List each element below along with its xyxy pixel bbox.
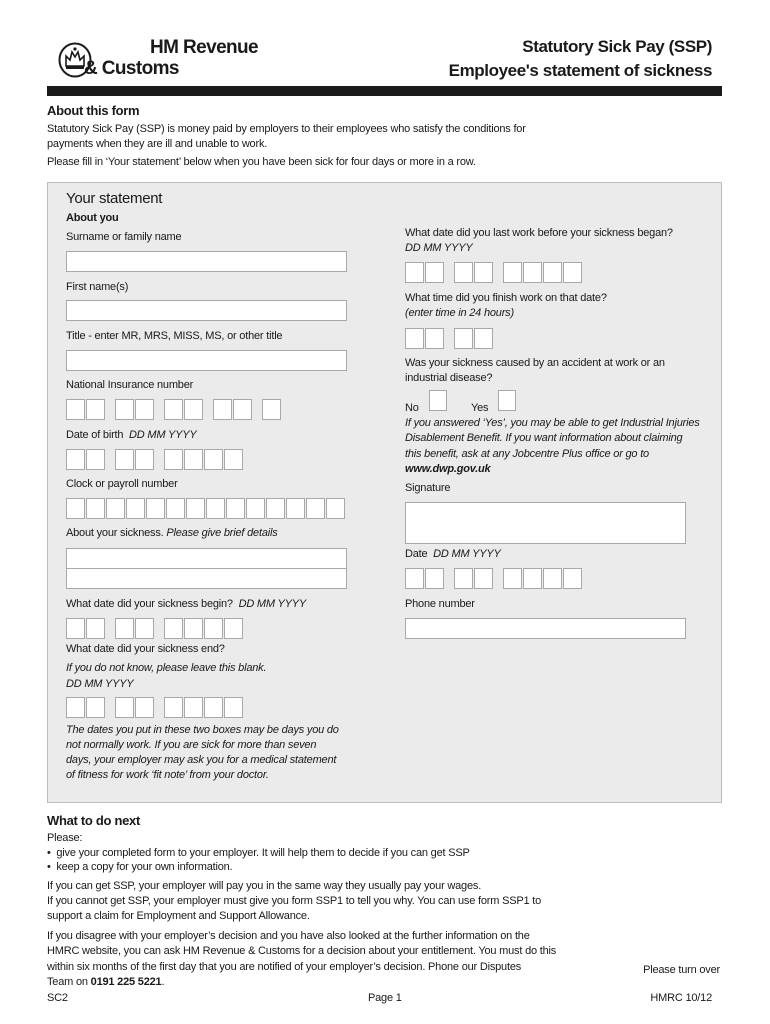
date-format-hint: DD MM YYYY bbox=[66, 678, 134, 690]
dates-note: not normally work. If you are sick for more than seven bbox=[66, 739, 317, 751]
character-box[interactable] bbox=[425, 568, 444, 589]
ni-label: National Insurance number bbox=[66, 379, 194, 391]
form-code: SC2 bbox=[47, 992, 68, 1004]
character-box[interactable] bbox=[224, 618, 243, 639]
date-label bbox=[405, 547, 501, 561]
iidb-note: Disablement Benefit. If you want information about claiming bbox=[405, 432, 683, 444]
please-text: Please: bbox=[47, 832, 83, 844]
character-box[interactable] bbox=[454, 568, 473, 589]
character-box[interactable] bbox=[246, 498, 265, 519]
para-text: If you can get SSP, your employer will pay you in the same way they usually pay your wages. bbox=[47, 880, 482, 892]
signature-label: Signature bbox=[405, 482, 451, 494]
date-format-hint: DD MM YYYY bbox=[433, 548, 501, 560]
character-box[interactable] bbox=[115, 697, 134, 718]
character-box[interactable] bbox=[206, 498, 225, 519]
character-box[interactable] bbox=[226, 498, 245, 519]
character-box[interactable] bbox=[563, 262, 582, 283]
form-version: HMRC 10/12 bbox=[650, 992, 712, 1004]
bullet-item: • give your completed form to your employer. It will help them to decide if you can get SSP bbox=[47, 847, 470, 859]
character-box[interactable] bbox=[66, 618, 85, 639]
bullet-text: keep a copy for your own information. bbox=[56, 861, 233, 873]
character-box[interactable] bbox=[204, 697, 223, 718]
character-box[interactable] bbox=[405, 328, 424, 349]
begin-label bbox=[66, 597, 306, 611]
character-box[interactable] bbox=[115, 449, 134, 470]
first-name-input[interactable] bbox=[66, 300, 347, 321]
about-text: payments when they are ill and unable to work. bbox=[47, 138, 268, 150]
bullet-item: • keep a copy for your own information. bbox=[47, 861, 233, 873]
dates-note: of fitness for work ‘fit note’ from your doctor. bbox=[66, 769, 269, 781]
accident-label: industrial disease? bbox=[405, 372, 493, 384]
character-box[interactable] bbox=[115, 618, 134, 639]
first-name-label: First name(s) bbox=[66, 281, 129, 293]
end-hint: If you do not know, please leave this blank. bbox=[66, 662, 267, 674]
para-text: support a claim for Employment and Support Allowance. bbox=[47, 910, 310, 922]
yes-checkbox[interactable] bbox=[498, 390, 516, 411]
date-format-hint: DD MM YYYY bbox=[405, 242, 473, 254]
character-box[interactable] bbox=[543, 568, 562, 589]
dob-label-text: Date of birth bbox=[66, 429, 124, 441]
character-box[interactable] bbox=[135, 449, 154, 470]
character-box[interactable] bbox=[86, 697, 105, 718]
end-label: What date did your sickness end? bbox=[66, 643, 225, 655]
character-box[interactable] bbox=[66, 498, 85, 519]
para-text: within six months of the first day that you are notified of your employer’s decision. Phone our Disputes bbox=[47, 961, 522, 973]
logo-line1: HM Revenue bbox=[150, 37, 259, 58]
character-box[interactable] bbox=[126, 498, 145, 519]
character-box[interactable] bbox=[186, 498, 205, 519]
character-box[interactable] bbox=[523, 262, 542, 283]
character-box[interactable] bbox=[66, 449, 85, 470]
character-box[interactable] bbox=[405, 262, 424, 283]
character-box[interactable] bbox=[474, 568, 493, 589]
character-box[interactable] bbox=[286, 498, 305, 519]
para-text bbox=[47, 975, 164, 989]
iidb-note: this benefit, ask at any Jobcentre Plus office or go to bbox=[405, 448, 649, 460]
character-box[interactable] bbox=[184, 449, 203, 470]
character-box[interactable] bbox=[326, 498, 345, 519]
title-label: Title - enter MR, MRS, MISS, MS, or other title bbox=[66, 330, 283, 342]
about-text: Statutory Sick Pay (SSP) is money paid by employers to their employees who satisfy the conditions for bbox=[47, 123, 526, 135]
surname-input[interactable] bbox=[66, 251, 347, 272]
character-box[interactable] bbox=[233, 399, 252, 420]
about-text: Please fill in ‘Your statement’ below when you have been sick for four days or more in a row. bbox=[47, 156, 476, 168]
character-box[interactable] bbox=[86, 498, 105, 519]
bullet-text: give your completed form to your employer. It will help them to decide if you can get SSP bbox=[56, 847, 470, 859]
about-heading: About this form bbox=[47, 103, 140, 118]
character-box[interactable] bbox=[563, 568, 582, 589]
character-box[interactable] bbox=[224, 449, 243, 470]
para-text: If you cannot get SSP, your employer must give you form SSP1 to tell you why. You can use form SSP1 to bbox=[47, 895, 542, 907]
character-box[interactable] bbox=[543, 262, 562, 283]
surname-label: Surname or family name bbox=[66, 231, 182, 243]
character-box[interactable] bbox=[86, 449, 105, 470]
character-box[interactable] bbox=[266, 498, 285, 519]
character-box[interactable] bbox=[164, 618, 183, 639]
phone-label: Phone number bbox=[405, 598, 475, 610]
para-text-suffix: . bbox=[161, 976, 165, 988]
character-box[interactable] bbox=[135, 618, 154, 639]
character-box[interactable] bbox=[454, 262, 473, 283]
about-you-heading: About you bbox=[66, 212, 119, 224]
begin-label-text: What date did your sickness begin? bbox=[66, 598, 233, 610]
sickness-details-line2[interactable] bbox=[66, 568, 347, 589]
phone-input[interactable] bbox=[405, 618, 686, 639]
character-box[interactable] bbox=[224, 697, 243, 718]
signature-field[interactable] bbox=[405, 502, 686, 544]
accident-label: Was your sickness caused by an accident at work or an bbox=[405, 357, 665, 369]
character-box[interactable] bbox=[164, 449, 183, 470]
character-box[interactable] bbox=[146, 498, 165, 519]
form-title: Statutory Sick Pay (SSP) bbox=[522, 37, 712, 56]
no-checkbox[interactable] bbox=[429, 390, 447, 411]
character-box[interactable] bbox=[184, 697, 203, 718]
logo-line2: & Customs bbox=[84, 58, 179, 79]
character-box[interactable] bbox=[474, 262, 493, 283]
date-label-text: Date bbox=[405, 548, 428, 560]
character-box[interactable] bbox=[66, 697, 85, 718]
character-box[interactable] bbox=[523, 568, 542, 589]
character-box[interactable] bbox=[425, 328, 444, 349]
character-box[interactable] bbox=[503, 262, 522, 283]
para-text: If you disagree with your employer’s decision and you have also looked at the further information on the bbox=[47, 930, 530, 942]
turn-over-text: Please turn over bbox=[643, 964, 720, 976]
character-box[interactable] bbox=[164, 697, 183, 718]
character-box[interactable] bbox=[262, 399, 281, 420]
date-format-hint: DD MM YYYY bbox=[129, 429, 197, 441]
payroll-label: Clock or payroll number bbox=[66, 478, 178, 490]
character-box[interactable] bbox=[135, 697, 154, 718]
character-box[interactable] bbox=[204, 618, 223, 639]
finish-time-label: What time did you finish work on that date? bbox=[405, 292, 607, 304]
disputes-phone: 0191 225 5221 bbox=[90, 976, 162, 988]
para-text-prefix: Team on bbox=[47, 976, 91, 988]
character-box[interactable] bbox=[86, 618, 105, 639]
sickness-details-line1[interactable] bbox=[66, 548, 347, 569]
statement-heading: Your statement bbox=[66, 190, 163, 207]
character-box[interactable] bbox=[213, 399, 232, 420]
character-box[interactable] bbox=[184, 618, 203, 639]
character-box[interactable] bbox=[306, 498, 325, 519]
character-box[interactable] bbox=[425, 262, 444, 283]
date-format-hint: DD MM YYYY bbox=[238, 598, 307, 610]
finish-time-hint: (enter time in 24 hours) bbox=[405, 307, 514, 319]
character-box[interactable] bbox=[166, 498, 185, 519]
iidb-note: If you answered ‘Yes’, you may be able to get Industrial Injuries bbox=[405, 417, 700, 429]
sickness-label bbox=[66, 526, 278, 540]
sickness-hint: Please give brief details bbox=[166, 527, 278, 539]
character-box[interactable] bbox=[474, 328, 493, 349]
next-heading: What to do next bbox=[47, 813, 140, 828]
title-input[interactable] bbox=[66, 350, 347, 371]
header-divider bbox=[47, 86, 722, 96]
page-number: Page 1 bbox=[368, 992, 402, 1004]
character-box[interactable] bbox=[454, 328, 473, 349]
character-box[interactable] bbox=[405, 568, 424, 589]
character-box[interactable] bbox=[204, 449, 223, 470]
character-box[interactable] bbox=[135, 399, 154, 420]
character-box[interactable] bbox=[184, 399, 203, 420]
sickness-label-text: About your sickness. bbox=[66, 527, 164, 539]
dwp-link[interactable]: www.dwp.gov.uk bbox=[405, 463, 491, 475]
character-box[interactable] bbox=[106, 498, 125, 519]
character-box[interactable] bbox=[115, 399, 134, 420]
form-subtitle: Employee's statement of sickness bbox=[448, 61, 712, 80]
character-box[interactable] bbox=[66, 399, 85, 420]
last-work-label: What date did you last work before your sickness began? bbox=[405, 227, 673, 239]
para-text: HMRC website, you can ask HM Revenue & Customs for a decision about your entitlement. You must do this bbox=[47, 945, 557, 957]
yes-label: Yes bbox=[471, 402, 489, 414]
dob-label bbox=[66, 428, 197, 442]
character-box[interactable] bbox=[503, 568, 522, 589]
dates-note: days, your employer may ask you for a medical statement bbox=[66, 754, 337, 766]
character-box[interactable] bbox=[86, 399, 105, 420]
dates-note: The dates you put in these two boxes may be days you do bbox=[66, 724, 339, 736]
no-label: No bbox=[405, 402, 419, 414]
character-box[interactable] bbox=[164, 399, 183, 420]
